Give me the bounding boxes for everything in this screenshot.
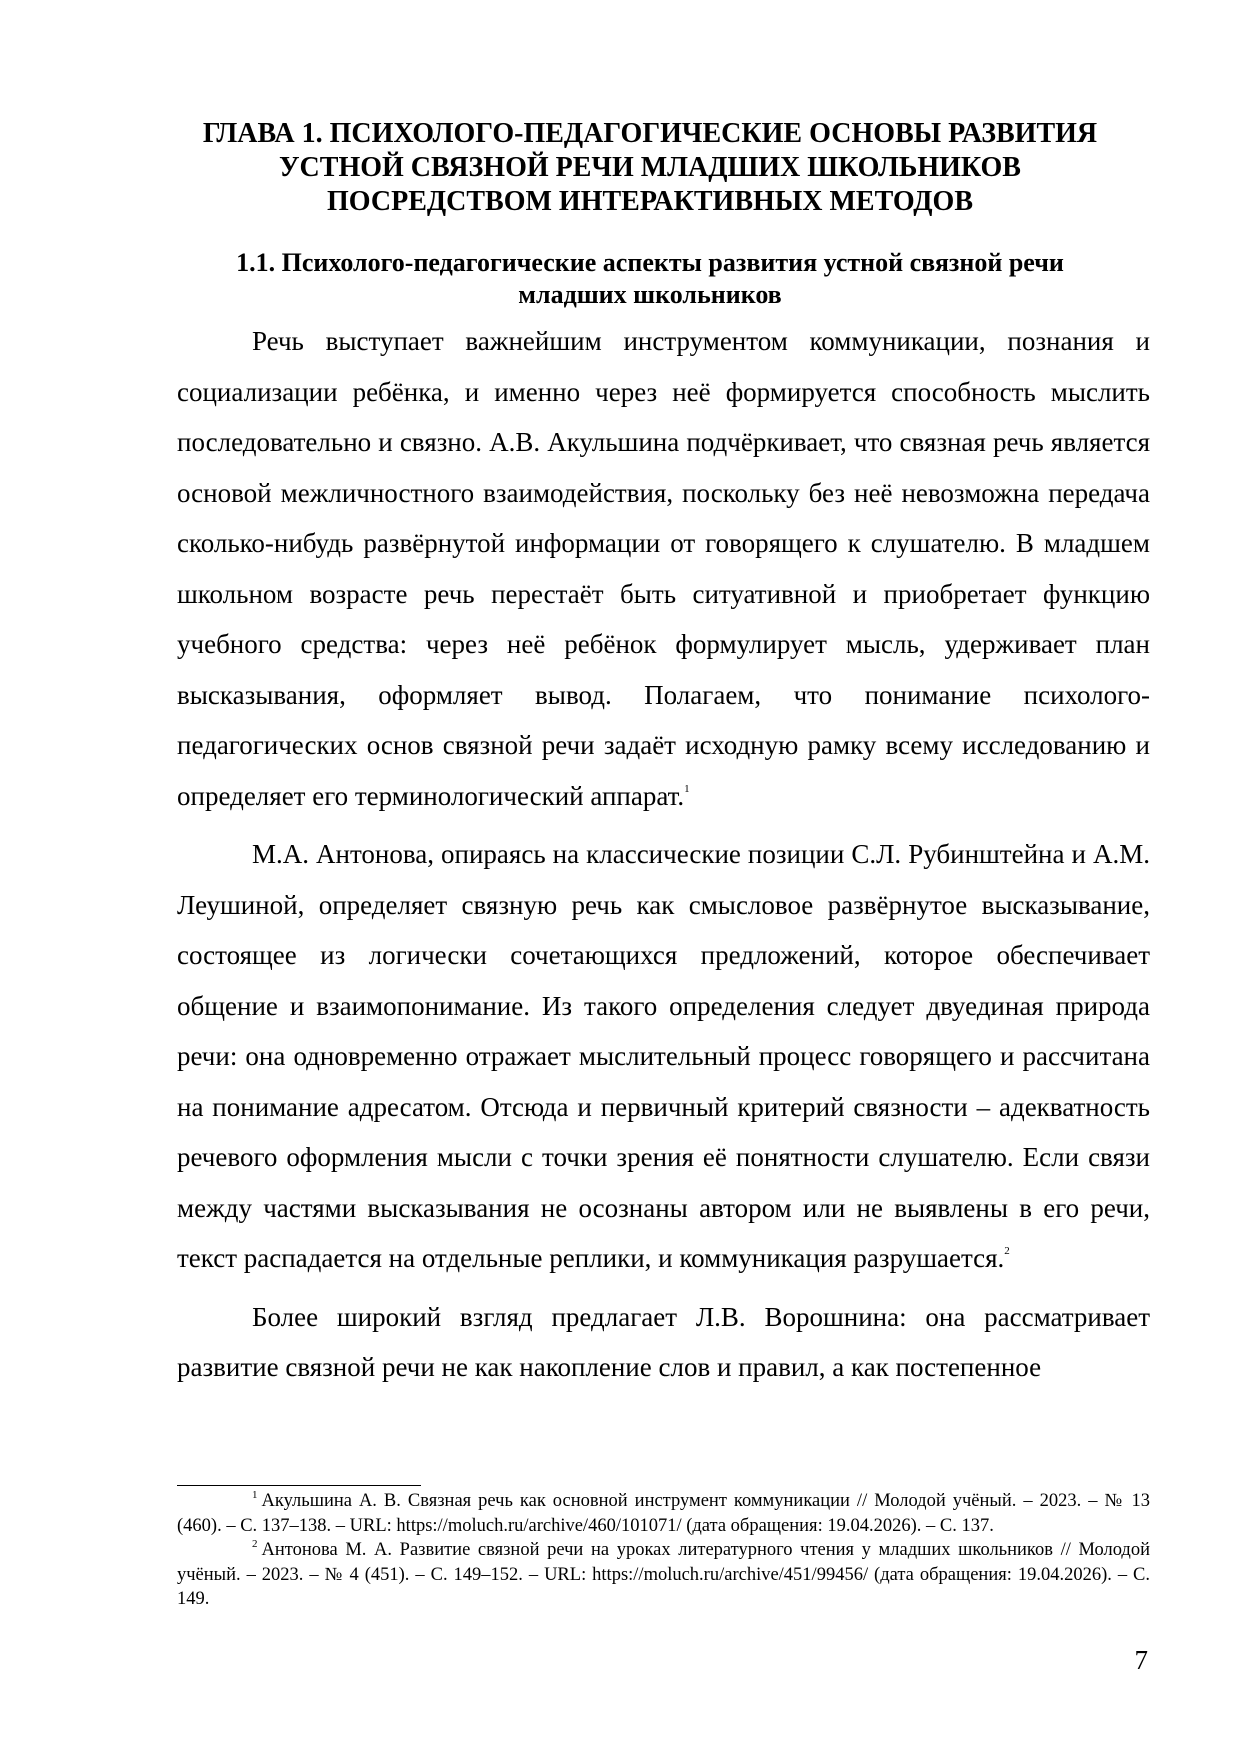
footnote-separator	[177, 1485, 421, 1486]
paragraph	[177, 316, 1150, 821]
footnote-mark: 2	[252, 1538, 258, 1550]
chapter-title-line: ПОСРЕДСТВОМ ИНТЕРАКТИВНЫХ МЕТОДОВ	[326, 186, 974, 217]
footnote-reference[interactable]: 1	[684, 782, 690, 795]
footnote-text: Антонова М. А. Развитие связной речи на уроках литературного чтения у младших школьников // Молодой учёный. – 2023. – № 4 (451). – С. 149–152. – URL: https://moluch.ru/archive/451/99456/ (дата обращения: 19.04.2026). – С. 149.	[177, 1540, 1150, 1609]
paragraph-text: Речь выступает важнейшим инструментом коммуникации, познания и социализации ребёнка, и именно через неё формируется способность мыслить последовательно и связно. А.В. Акульшина подчёркивает, что связная речь является основой межличностного взаимодействия, поскольку без неё невозможна передача сколько-нибудь развёрнутой информации от говорящего к слушателю. В младшем школьном возрасте речь перестаёт быть ситуативной и приобретает функцию учебного средства: через неё ребёнок формулирует мысль, удерживает план высказывания, оформляет вывод. Полагаем, что понимание психолого-педагогических основ связной речи задаёт исходную рамку всему исследованию и определяет его терминологический аппарат.	[177, 326, 1150, 811]
chapter-title-line: ГЛАВА 1. ПСИХОЛОГО-ПЕДАГОГИЧЕСКИЕ ОСНОВЫ РАЗВИТИЯ	[202, 118, 1098, 149]
footnote	[177, 1538, 1150, 1612]
section-title-line: 1.1. Психолого-педагогические аспекты развития устной связной речи	[236, 248, 1064, 277]
page-number: 7	[1134, 1645, 1148, 1675]
paragraph-text: М.А. Антонова, опираясь на классические позиции С.Л. Рубинштейна и А.М. Леушиной, определяет связную речь как смысловое развёрнутое высказывание, состоящее из логически сочетающихся предложений, которое обеспечивает общение и взаимопонимание. Из такого определения следует двуединая природа речи: она одновременно отражает мыслительный процесс говорящего и рассчитана на понимание адресатом. Отсюда и первичный критерий связности – адекватность речевого оформления мысли с точки зрения её понятности слушателю. Если связи между частями высказывания не осознаны автором или не выявлены в его речи, текст распадается на отдельные реплики, и коммуникация разрушается.	[177, 839, 1150, 1273]
footnote	[177, 1489, 1150, 1538]
footnote-reference[interactable]: 2	[1004, 1245, 1010, 1257]
section-title	[150, 247, 1150, 311]
section-title-line: младших школьников	[518, 280, 782, 309]
body-text	[177, 316, 1150, 1393]
footnote-mark: 1	[252, 1489, 258, 1501]
chapter-title	[150, 117, 1150, 219]
chapter-title-line: УСТНОЙ СВЯЗНОЙ РЕЧИ МЛАДШИХ ШКОЛЬНИКОВ	[279, 152, 1021, 183]
paragraph	[177, 829, 1150, 1284]
footnote-text: Акульшина А. В. Связная речь как основной инструмент коммуникации // Молодой учёный. – 2023. – № 13 (460). – С. 137–138. – URL: https://moluch.ru/archive/460/101071/ (дата обращения: 19.04.2026). – С. 137.	[177, 1491, 1150, 1536]
paragraph	[177, 1292, 1150, 1393]
footnotes	[177, 1489, 1150, 1612]
paragraph-text: Более широкий взгляд предлагает Л.В. Ворошнина: она рассматривает развитие связной речи не как накопление слов и правил, а как постепенное	[177, 1301, 1150, 1382]
